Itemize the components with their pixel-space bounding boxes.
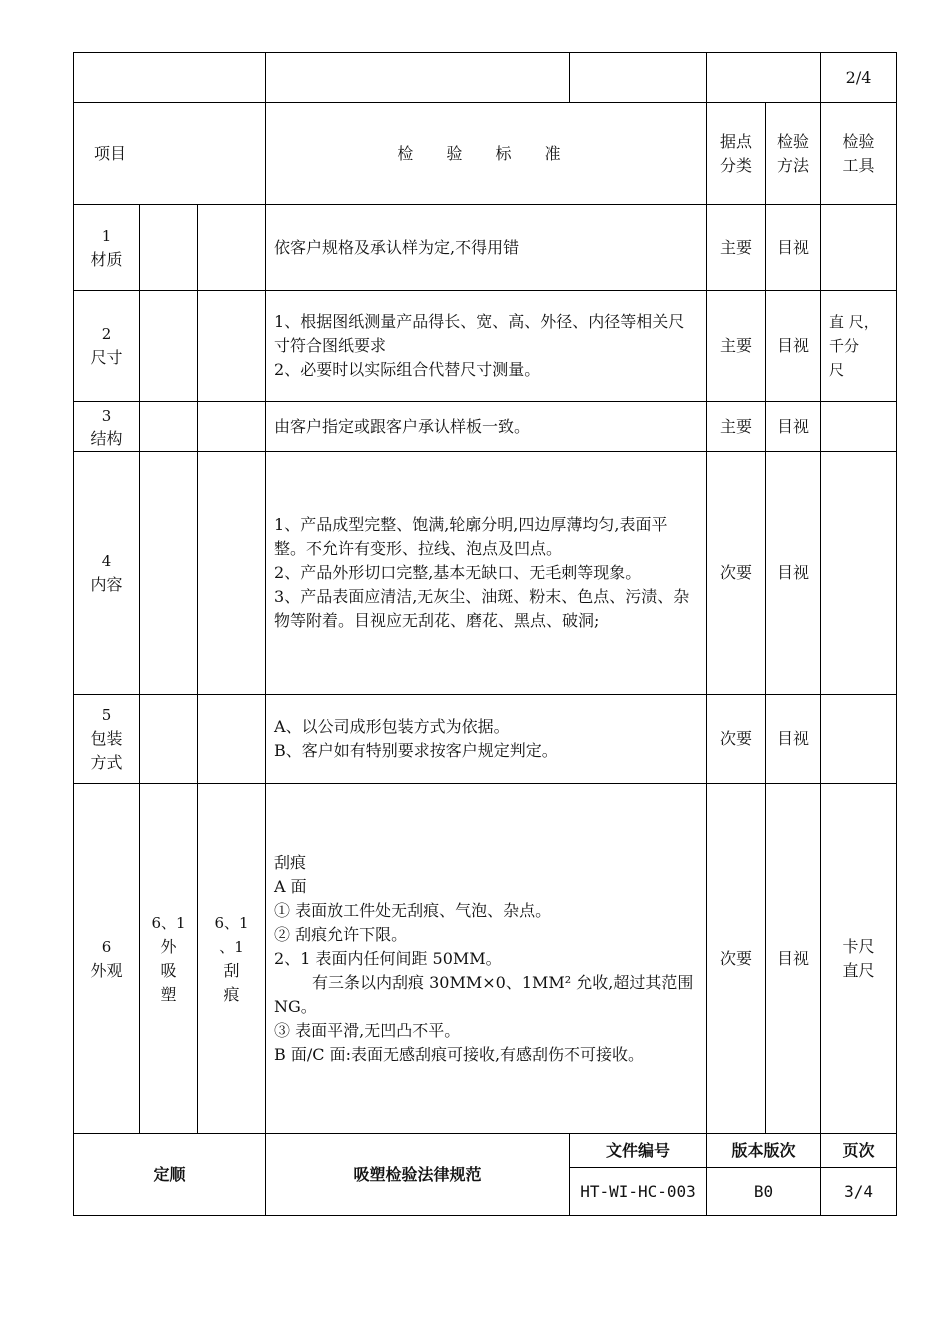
standard-cell: 依客户规格及承认样为定,不得用错 [266, 205, 707, 291]
table-row [74, 205, 897, 291]
sub-item-cell [198, 402, 266, 452]
method-header: 检验 方法 [766, 103, 821, 205]
sub-item-cell [140, 695, 198, 784]
sub-item-cell [198, 291, 266, 402]
sub-item-cell [140, 402, 198, 452]
table-row [74, 695, 897, 784]
method-cell: 目视 [766, 205, 821, 291]
standard-cell: 由客户指定或跟客户承认样板一致。 [266, 402, 707, 452]
sub-item-cell [198, 205, 266, 291]
standard-cell: 1、产品成型完整、饱满,轮廓分明,四边厚薄均匀,表面平整。不允许有变形、拉线、泡点及凹点。 2、产品外形切口完整,基本无缺口、无毛刺等现象。 3、产品表面应清洁,无灰尘、油斑、粉末、色点、污渍、杂物等附着。目视应无刮花、磨花、黑点、破洞; [266, 452, 707, 695]
classification-cell: 主要 [707, 402, 766, 452]
method-cell: 目视 [766, 695, 821, 784]
sub-item-cell [198, 452, 266, 695]
table-row [74, 452, 897, 695]
standard-header: 检 验 标 准 [266, 103, 707, 205]
table-row [74, 784, 897, 1134]
top-blank-cell [74, 53, 266, 103]
sub-item-cell [198, 695, 266, 784]
company-name: 定顺 [74, 1134, 266, 1216]
header-row [74, 103, 897, 205]
standard-cell: 1、根据图纸测量产品得长、宽、高、外径、内径等相关尺寸符合图纸要求 2、必要时以实际组合代替尺寸测量。 [266, 291, 707, 402]
top-row [74, 53, 897, 103]
sub-item-cell [140, 205, 198, 291]
doc-number-label: 文件编号 [570, 1134, 707, 1168]
doc-number: HT-WI-HC-003 [570, 1168, 707, 1216]
classification-cell: 次要 [707, 452, 766, 695]
tool-header: 检验 工具 [821, 103, 897, 205]
document-title: 吸塑检验法律规范 [266, 1134, 570, 1216]
top-blank-cell [707, 53, 821, 103]
sub-item-cell: 6、1 、1 刮 痕 [198, 784, 266, 1134]
item-cell: 1 材质 [74, 205, 140, 291]
inspection-standard-table [73, 52, 897, 1216]
item-cell: 4 内容 [74, 452, 140, 695]
classification-cell: 次要 [707, 784, 766, 1134]
page-label: 页次 [821, 1134, 897, 1168]
table-row [74, 402, 897, 452]
sub-item-cell [140, 452, 198, 695]
item-cell: 2 尺寸 [74, 291, 140, 402]
method-cell: 目视 [766, 452, 821, 695]
version-label: 版本版次 [707, 1134, 821, 1168]
method-cell: 目视 [766, 402, 821, 452]
tool-cell [821, 695, 897, 784]
item-cell: 6 外观 [74, 784, 140, 1134]
tool-cell [821, 402, 897, 452]
footer-row [74, 1134, 897, 1168]
tool-cell: 卡尺 直尺 [821, 784, 897, 1134]
standard-cell: 刮痕 A 面 ① 表面放工件处无刮痕、气泡、杂点。 ② 刮痕允许下限。 2、1 表面内任何间距 50MM。 有三条以内刮痕 30MM×0、1MM² 允收,超过其范围 NG。 ③ 表面平滑,无凹凸不平。 B 面/C 面:表面无感刮痕可接收,有感刮伤不可接收。 [266, 784, 707, 1134]
table-row [74, 291, 897, 402]
standard-cell: A、以公司成形包装方式为依据。 B、客户如有特别要求按客户规定判定。 [266, 695, 707, 784]
item-cell: 3 结构 [74, 402, 140, 452]
tool-cell: 直 尺， 千分 尺 [821, 291, 897, 402]
top-page-number: 2/4 [821, 53, 897, 103]
tool-cell [821, 205, 897, 291]
sub-item-cell: 6、1 外 吸 塑 [140, 784, 198, 1134]
tool-cell [821, 452, 897, 695]
top-blank-cell [266, 53, 570, 103]
item-cell: 5 包装 方式 [74, 695, 140, 784]
page-number: 3/4 [821, 1168, 897, 1216]
top-blank-cell [570, 53, 707, 103]
item-header: 项目 [74, 103, 266, 205]
method-cell: 目视 [766, 291, 821, 402]
classification-cell: 主要 [707, 205, 766, 291]
classification-cell: 次要 [707, 695, 766, 784]
classification-header: 据点 分类 [707, 103, 766, 205]
classification-cell: 主要 [707, 291, 766, 402]
method-cell: 目视 [766, 784, 821, 1134]
sub-item-cell [140, 291, 198, 402]
version-value: B0 [707, 1168, 821, 1216]
